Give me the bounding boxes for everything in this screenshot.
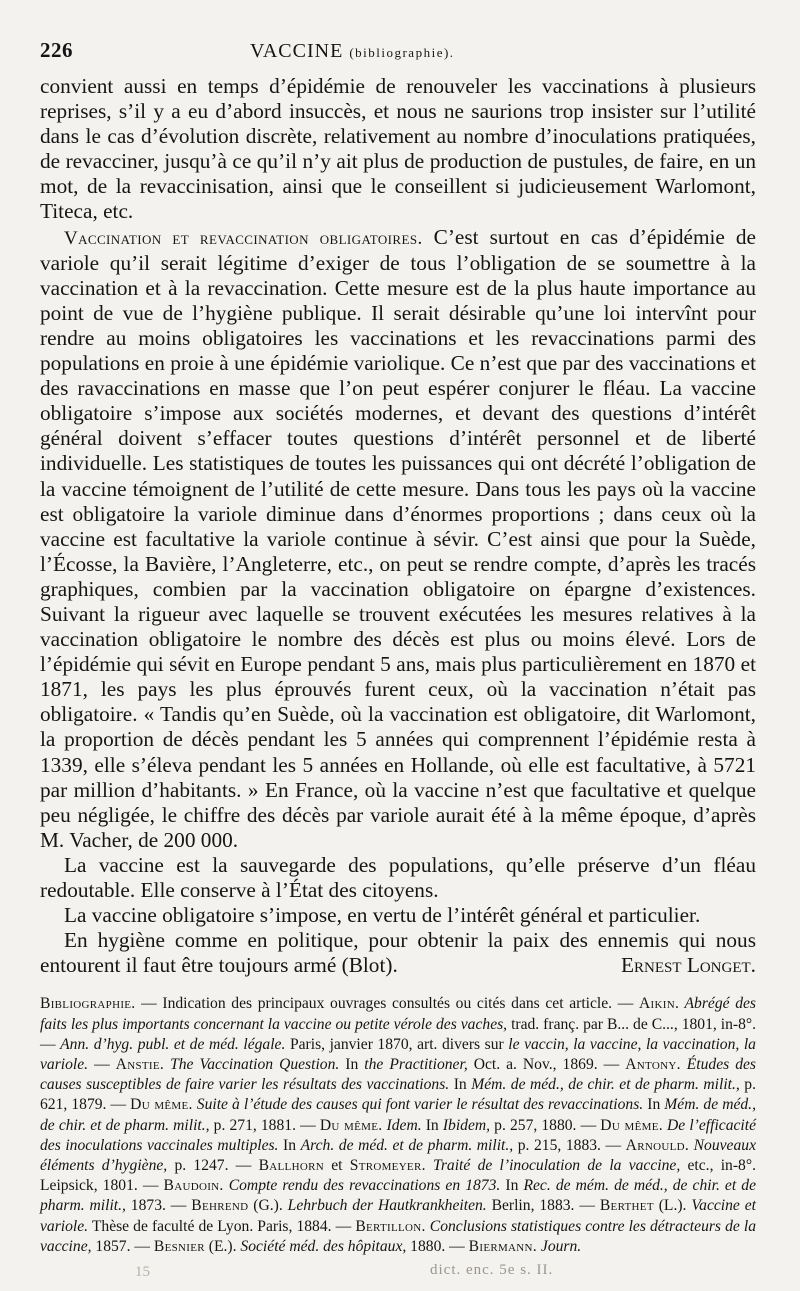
biblio-title: Mém. de méd., de chir. et de pharm. milit., (40, 1096, 756, 1134)
biblio-text-run: In (643, 1096, 665, 1114)
biblio-text-run: 1880. — (406, 1237, 469, 1255)
biblio-text-run: (G.). (248, 1197, 288, 1215)
biblio-author: Antony. (625, 1055, 681, 1073)
biblio-text-run: Paris, janvier 1870, art. divers sur (285, 1035, 509, 1053)
page-number: 226 (40, 38, 73, 62)
biblio-author: Aikin. (638, 995, 680, 1013)
biblio-author: Du même. (130, 1096, 193, 1114)
biblio-title: Ibidem, (442, 1116, 491, 1134)
paragraph-2 (40, 225, 756, 853)
biblio-title: le vaccin, la vaccine, la vaccination, la variole. (40, 1035, 756, 1073)
paragraph-5-text: En hygiène comme en politique, pour obtenir la paix des ennemis qui nous entourent il faut être toujours armé (Blot). (40, 928, 756, 978)
biblio-text-run: (E.). (204, 1237, 241, 1255)
biblio-text-run: Berlin, 1883. — (486, 1197, 600, 1215)
biblio-text-run: — (88, 1055, 116, 1073)
biblio-text-run: (L.). (653, 1197, 692, 1215)
paragraph-5 (40, 928, 756, 978)
biblio-title: The Vaccination Question. (164, 1055, 340, 1073)
paragraph-1: convient aussi en temps d’épidémie de renouveler les vaccinations à plusieurs reprises, s’il y a eu d’abord insuccès, et nous ne saurions trop insister sur l’utilité dans le cas d’évolution discrète, relativement au nombre d’inoculations pratiquées, de revacciner, jusqu’à ce qu’il n’y ait plus de production de pustules, de faire, en un mot, de la revaccinisation, ainsi que le conseillent si judicieusement Warlomont, Titeca, etc. (40, 74, 756, 224)
biblio-title: Suite à l’étude des causes qui font varier le résultat des revaccinations. (192, 1096, 644, 1114)
footer-page-number: 15 (135, 1264, 150, 1280)
biblio-title: Journ. (537, 1237, 582, 1255)
biblio-title: the Practitioner, (364, 1055, 468, 1073)
biblio-title: Études des causes susceptibles de faire varier les résultats des vaccinations. (40, 1055, 756, 1094)
biblio-text-run: 1873. — (125, 1197, 192, 1215)
article-body (40, 74, 756, 978)
biblio-text-run: p. 215, 1883. — (513, 1136, 626, 1154)
biblio-text-run: In (449, 1076, 472, 1094)
biblio-text-run: trad. franç. par B... de C..., 1801, in-8°. — (40, 1015, 757, 1053)
biblio-author: Behrend (191, 1197, 249, 1215)
biblio-title: Vaccine et variole. (40, 1197, 756, 1235)
biblio-title: De l’efficacité des inoculations vaccinales multiples. (40, 1116, 757, 1154)
page-header (40, 38, 756, 74)
biblio-text-run: — Indication des principaux ouvrages consultés ou cités dans cet article. — (135, 995, 639, 1013)
biblio-text-run: In (278, 1136, 301, 1154)
biblio-title: Rec. de mém. de méd., de chir. et de pharm. milit., (40, 1177, 756, 1215)
running-title (250, 40, 455, 63)
author-signature: Ernest Longet. (621, 953, 756, 978)
biblio-author: Baudoin. (163, 1177, 224, 1195)
biblio-title: Compte rendu des revaccinations en 1873. (223, 1177, 501, 1195)
biblio-author: Besnier (153, 1237, 205, 1255)
biblio-author: Stromeyer. (349, 1157, 426, 1174)
biblio-text-run: In (421, 1116, 443, 1134)
biblio-author: Du même. (319, 1116, 383, 1134)
biblio-author: Anstie. (115, 1055, 165, 1073)
biblio-text-run: p. 621, 1879. — (40, 1076, 756, 1114)
biblio-text-run: et (323, 1157, 350, 1174)
biblio-text-run: In (339, 1055, 365, 1073)
biblio-title: Idem. (382, 1116, 422, 1134)
running-title-main: VACCINE (250, 40, 344, 62)
biblio-author: Biermann. (468, 1237, 537, 1255)
biblio-title: Lehrbuch der Hautkrankheiten. (287, 1197, 487, 1215)
paragraph-3: La vaccine est la sauvegarde des populations, qu’elle préserve d’un fléau redoutable. Elle conserve à l’État des citoyens. (40, 852, 756, 902)
biblio-author: Berthet (599, 1197, 654, 1215)
biblio-title: Mém. de méd., de chir. et de pharm. milit., (471, 1076, 740, 1094)
biblio-text-run: 1857. — (91, 1237, 154, 1255)
biblio-text-run: Thèse de faculté de Lyon. Paris, 1884. — (88, 1217, 356, 1235)
biblio-text-run: p. 257, 1880. — (490, 1116, 601, 1134)
biblio-title: Abrégé des faits les plus importants concernant la vaccine ou petite vérole des vaches, (40, 995, 756, 1033)
biblio-title: Société méd. des hôpitaux, (240, 1237, 407, 1255)
biblio-title: Traité de l’inoculation de la vaccine, (425, 1157, 681, 1174)
biblio-text-run: Oct. a. Nov., 1869. — (467, 1055, 626, 1073)
paragraph-2-text: C’est surtout en cas d’épidémie de variole qu’il serait légitime d’exiger de tous l’obligation de se soumettre à la vaccination et à la revaccination. Cette mesure est de la plus haute importance au point de vue de l’hygiène publique. Il serait désirable qu’une loi intervînt pour rendre au moins obligatoires les vaccinations et les revaccinations parmi des populations en proie à une épidémie variolique. Ce n’est que par des vaccinations et des ravaccinations en masse que l’on peut espérer conjurer le fléau. La vaccine obligatoire s’impose aux sociétés modernes, et devant des questions d’intérêt général doivent s’effacer toutes questions d’intérêt personnel et de liberté individuelle. Les statistiques de toutes les puissances qui ont décrété l’obligation de la vaccine témoignent de l’utilité de cette mesure. Dans tous les pays où la vaccine est obligatoire la variole diminue dans d’énormes proportions ; dans ceux où la vaccine est facultative la variole continue à sévir. C’est ainsi que pour la Suède, l’Écosse, la Bavière, l’Angleterre, etc., on peut se rendre compte, d’après les tracés graphiques, combien par la vaccination obligatoire on épargne d’existences. Suivant la rigueur avec laquelle se trouvent exécutées les mesures relatives à la vaccination obligatoire le nombre des décès est plus ou moins élevé. Lors de l’épidémie qui sévit en Europe pendant 5 ans, mais plus particulièrement en 1870 et 1871, les pays les plus éprouvés furent ceux, où la vaccination n’était pas obligatoire. « Tandis qu’en Suède, où la vaccination est obligatoire, dit Warlomont, la proportion de décès pendant les 5 années qui comprennent l’épidémie resta à 1339, elle s’éleva pendant les 5 années en Hollande, où elle est facultative, à 5721 par million d’habitants. » En France, où la vaccine n’est que facultative et quelque peu négligée, le chiffre des décès par variole aurait été à la même époque, d’après M. Vacher, de 200 000. (40, 224, 756, 852)
bibliography-label: Bibliographie. (40, 995, 136, 1013)
biblio-author: Arnould. (625, 1136, 690, 1154)
biblio-text-run: p. 1247. — (167, 1157, 259, 1174)
biblio-text-run: p. 271, 1881. — (209, 1116, 320, 1134)
paragraph-4: La vaccine obligatoire s’impose, en vertu de l’intérêt général et particulier. (64, 903, 701, 928)
running-title-sub: (bibliographie). (349, 45, 455, 60)
biblio-title: Ann. d’hyg. publ. et de méd. légale. (60, 1035, 286, 1053)
biblio-text-run: etc., in-8°. Leipsick, 1801. — (40, 1157, 756, 1195)
bibliography-text (40, 994, 756, 1257)
biblio-title: Arch. de méd. et de pharm. milit., (300, 1136, 514, 1154)
footer-signature: dict. enc. 5e s. II. (430, 1262, 554, 1278)
biblio-author: Bertillon. (355, 1217, 426, 1235)
biblio-title: Nouveaux éléments d’hygiène, (40, 1136, 756, 1174)
section-heading: Vaccination et revaccination obligatoires. (64, 227, 423, 249)
biblio-title: Conclusions statistiques contre les détracteurs de la vaccine, (40, 1217, 756, 1255)
biblio-author: Ballhorn (258, 1157, 324, 1174)
bibliography (40, 994, 756, 1257)
biblio-text-run: In (500, 1177, 524, 1195)
biblio-author: Du même. (600, 1116, 663, 1134)
